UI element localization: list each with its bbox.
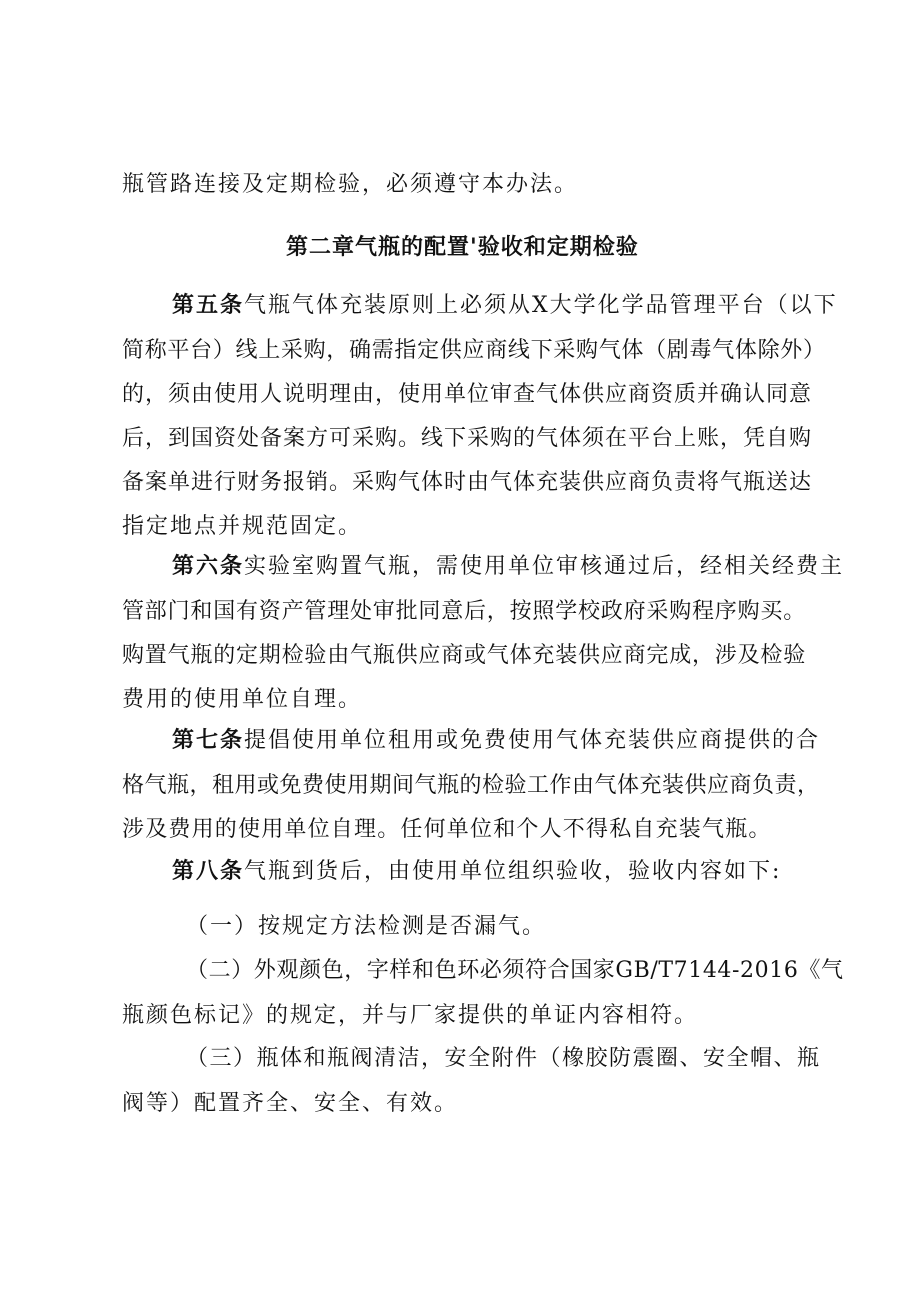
list-item: （三）瓶体和瓶阀清洁，安全附件（橡胶防震圈、安全帽、瓶 — [186, 1046, 821, 1071]
list-item-continuation: 瓶颜色标记》的规定，并与厂家提供的单证内容相符。 — [122, 1003, 699, 1028]
article5-line: 的，须由使用人说明理由，使用单位审查气体供应商资质并确认同意 — [122, 382, 813, 407]
chapter-title: 第二章气瓶的配置'验收和定期检验 — [286, 234, 639, 260]
article6-first-line — [172, 551, 844, 582]
article8-text: 气瓶到货后，由使用单位组织验收，验收内容如下: — [244, 859, 782, 884]
article5-label: 第五条 — [172, 292, 245, 318]
article5-line: 指定地点并规范固定。 — [122, 514, 363, 539]
article6-text: 实验室购置气瓶，需使用单位审核通过后，经相关经费主 — [244, 554, 845, 579]
article7-line: 格气瓶，租用或免费使用期间气瓶的检验工作由气体充装供应商负责， — [122, 773, 820, 798]
article7-label: 第七条 — [172, 727, 245, 753]
article6-line: 购置气瓶的定期检验由气瓶供应商或气体充装供应商完成，涉及检验 — [122, 643, 807, 668]
article7-line: 涉及费用的使用单位自理。任何单位和个人不得私自充装气瓶。 — [122, 817, 772, 842]
list-item: （二）外观颜色，字样和色环必须符合国家GB/T7144-2016《气 — [186, 958, 844, 983]
article5-text: 气瓶气体充装原则上必须从X大学化学品管理平台（以下 — [244, 293, 838, 318]
article5-line: 简称平台）线上采购，确需指定供应商线下采购气体（剧毒气体除外） — [122, 338, 826, 363]
article5-line: 后，到国资处备案方可采购。线下采购的气体须在平台上账，凭自购 — [122, 426, 813, 451]
article5-line: 备案单进行财务报销。采购气体时由气体充装供应商负责将气瓶送达 — [122, 470, 813, 495]
article6-line: 费用的使用单位自理。 — [122, 687, 363, 712]
article8-label: 第八条 — [172, 858, 245, 884]
intro-line: 瓶管路连接及定期检验，必须遵守本办法。 — [122, 172, 579, 197]
list-item: （一）按规定方法检测是否漏气。 — [186, 914, 547, 939]
article8-first-line — [172, 856, 781, 887]
article5-first-line — [172, 290, 838, 321]
article6-line: 管部门和国有资产管理处审批同意后，按照学校政府采购程序购买。 — [122, 599, 807, 624]
list-item-continuation: 阀等）配置齐全、安全、有效。 — [122, 1091, 459, 1116]
article6-label: 第六条 — [172, 553, 245, 579]
article7-first-line — [172, 725, 820, 756]
article7-text: 提倡使用单位租用或免费使用气体充装供应商提供的合 — [244, 728, 821, 753]
